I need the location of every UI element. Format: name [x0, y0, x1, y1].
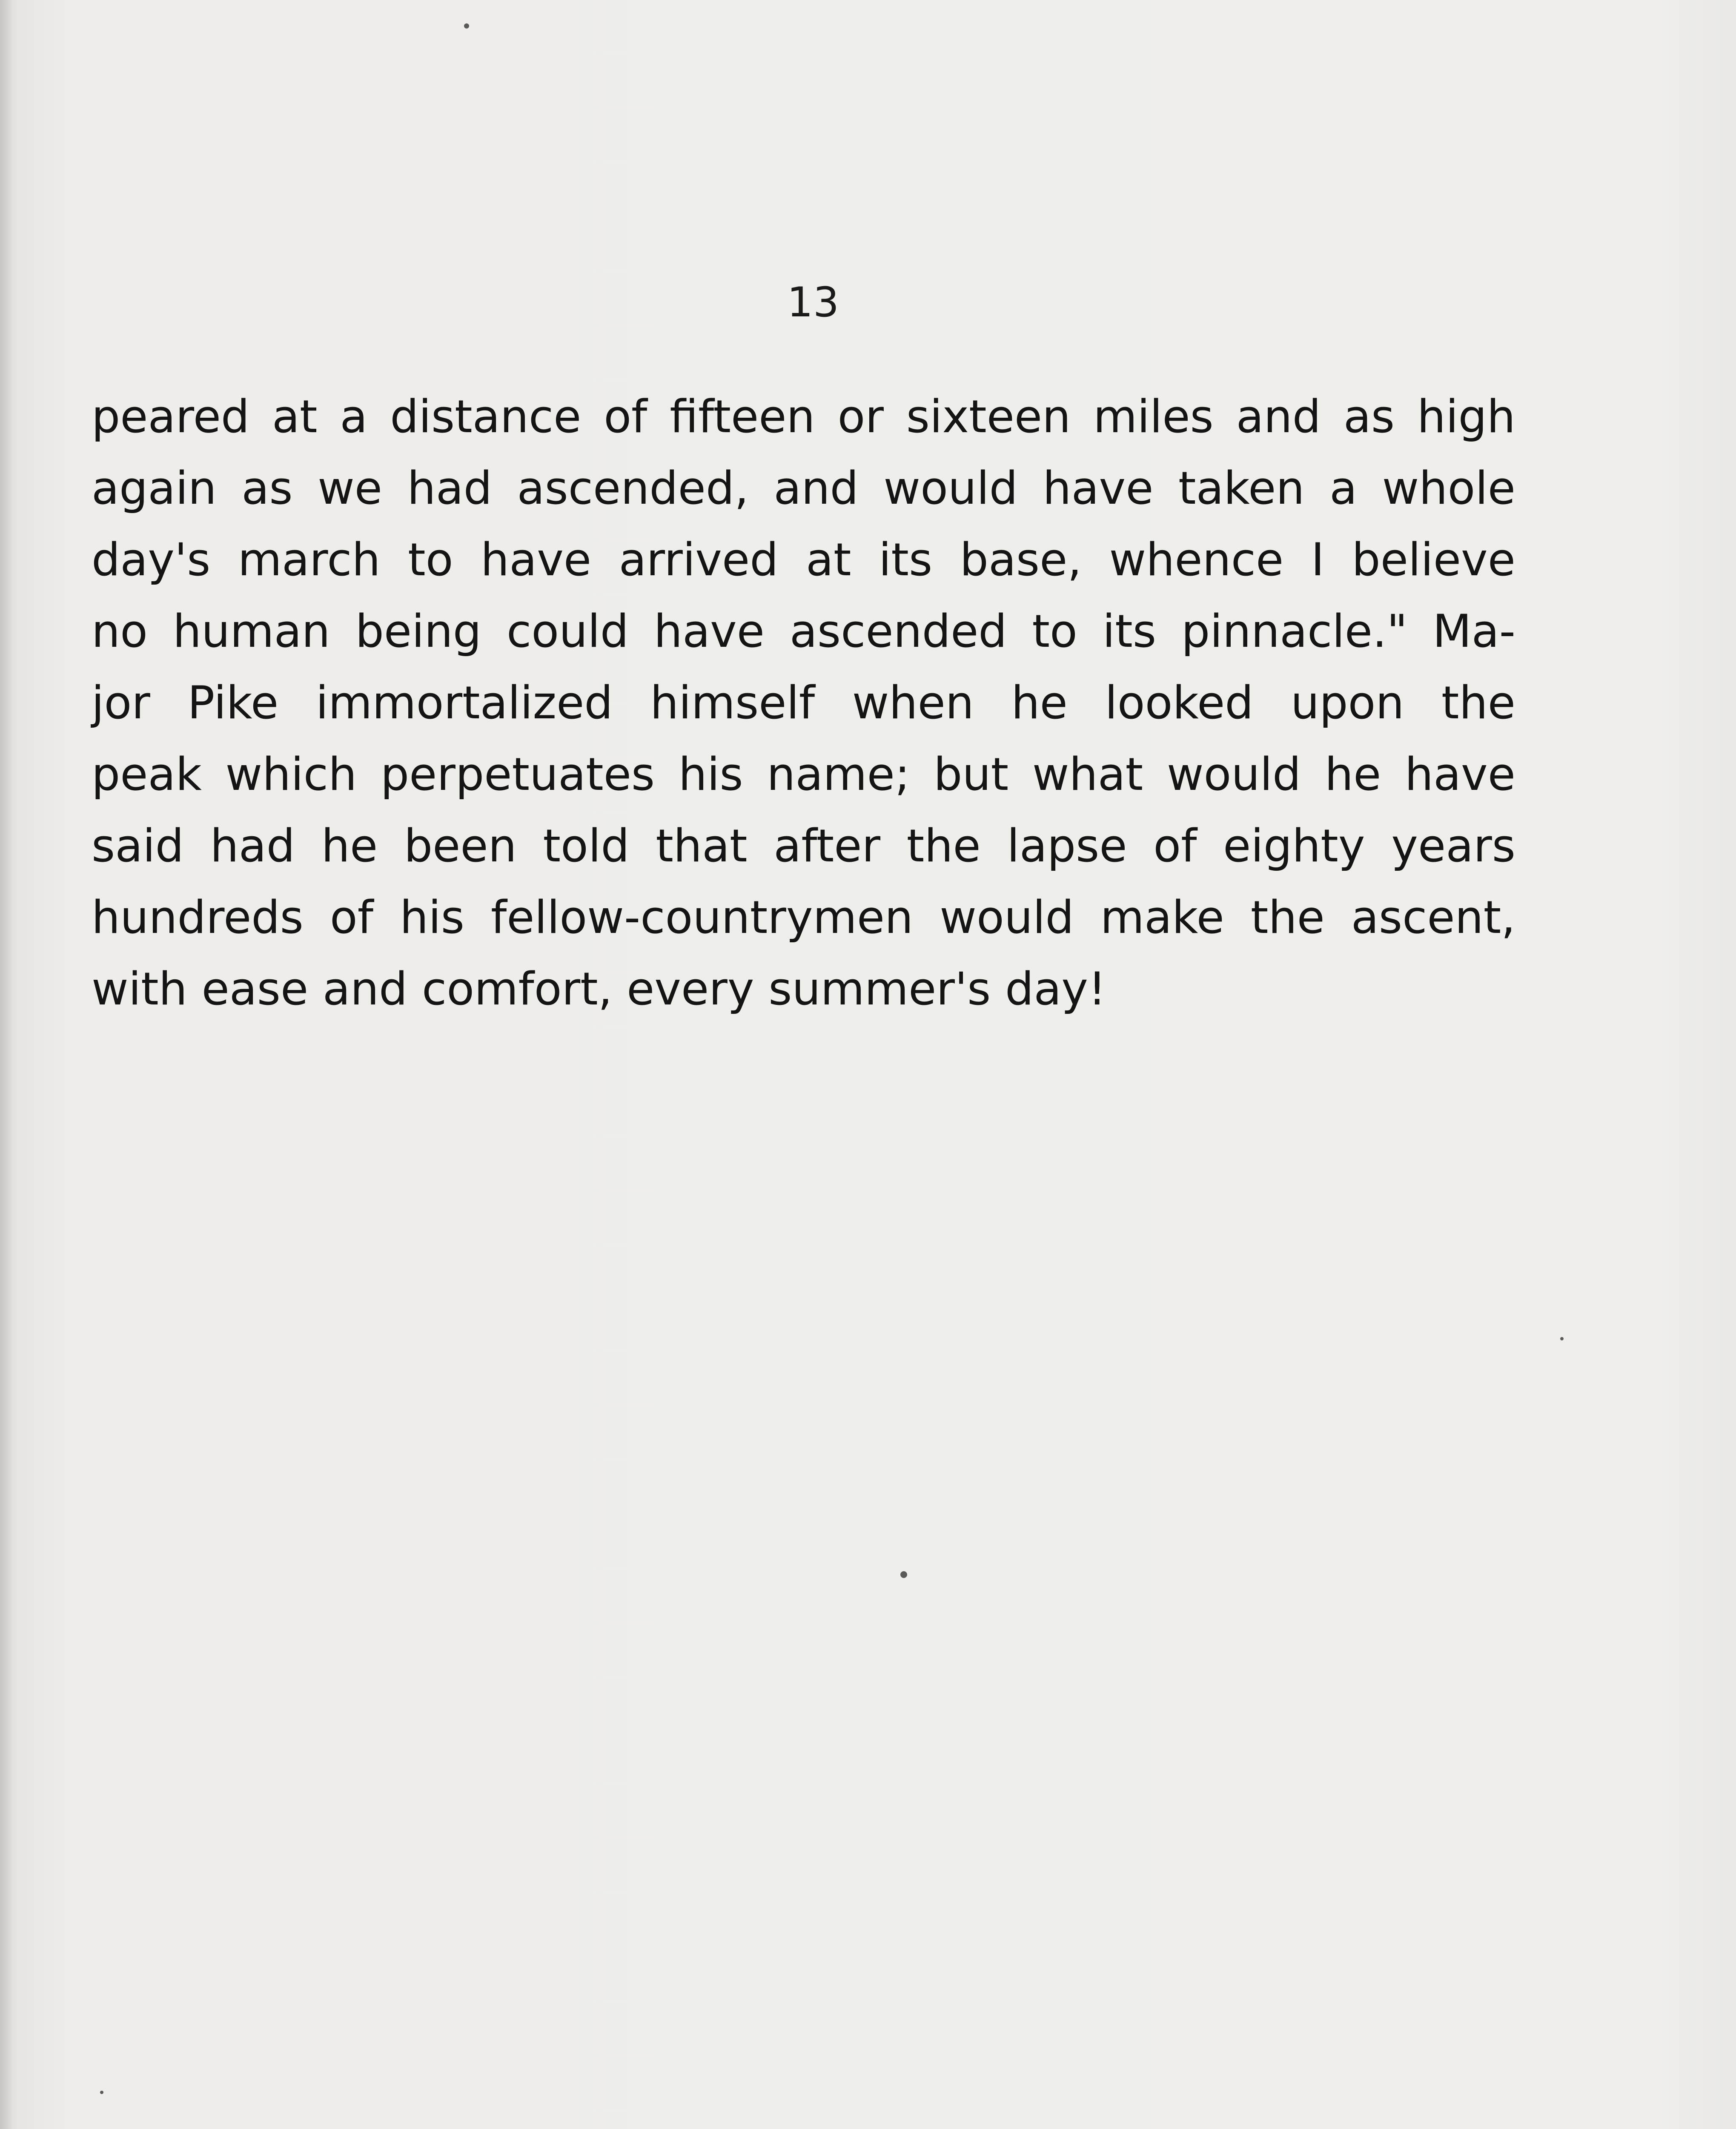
paper-speck [1560, 1337, 1564, 1340]
page-number: 13 [787, 278, 839, 326]
spine-shadow [0, 0, 13, 2129]
text-line: no human being could have ascended to its pinnacle." Ma- [92, 605, 1515, 657]
paper-speck [900, 1571, 907, 1578]
paper-speck [464, 23, 469, 29]
body-paragraph [92, 381, 1515, 1025]
text-line: day's march to have arrived at its base, whence I believe [92, 534, 1515, 586]
text-line: with ease and comfort, every summer's day! [92, 963, 1106, 1015]
paper-speck [100, 2091, 103, 2094]
text-line: jor Pike immortalized himself when he looked upon the [92, 677, 1515, 729]
text-line: said had he been told that after the lapse of eighty years [92, 820, 1515, 872]
text-line: hundreds of his fellow-countrymen would make the ascent, [92, 891, 1515, 944]
text-line: peared at a distance of fifteen or sixteen miles and as high [92, 390, 1515, 443]
text-line: again as we had ascended, and would have taken a whole [92, 462, 1515, 514]
text-line: peak which perpetuates his name; but what would he have [92, 748, 1515, 801]
